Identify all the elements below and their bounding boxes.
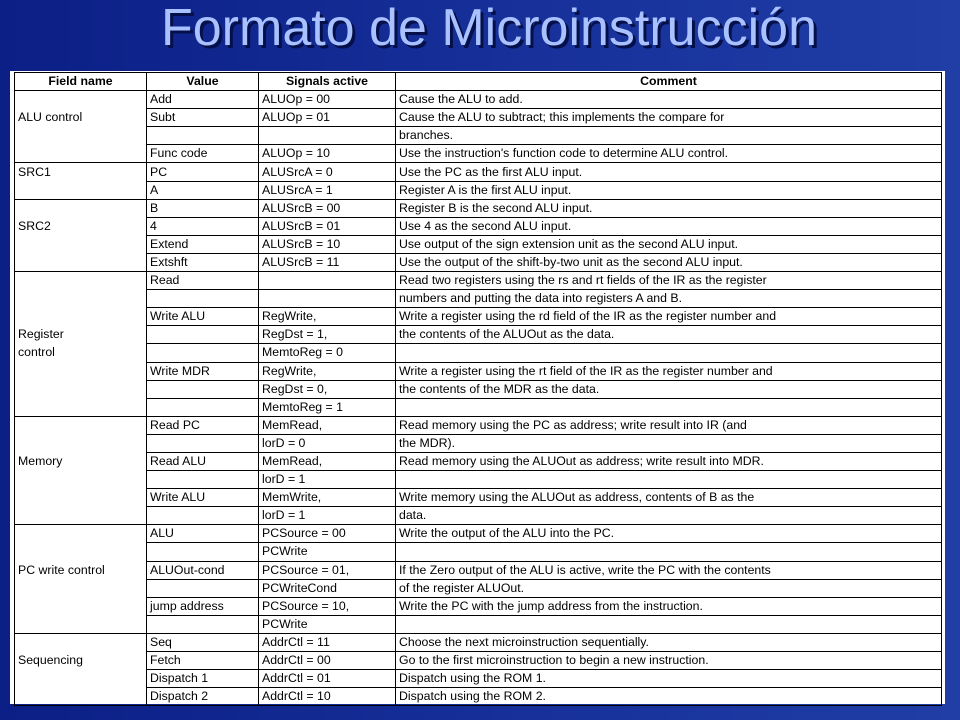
table-row [15,507,942,525]
signals-cell: lorD = 1 [259,507,396,525]
value-cell: Func code [147,145,259,163]
field-name-cell [15,688,147,706]
comment-cell: Write the PC with the jump address from the instruction. [396,597,942,615]
signals-cell: RegWrite, [259,308,396,326]
field-name-cell: PC write control [15,561,147,579]
table-row [15,127,942,145]
value-cell: jump address [147,597,259,615]
value-cell: Read [147,272,259,290]
value-cell [147,579,259,597]
table-row [15,633,942,651]
comment-cell: If the Zero output of the ALU is active, write the PC with the contents [396,561,942,579]
comment-cell: Write a register using the rt field of the IR as the register number and [396,362,942,380]
table-row [15,543,942,561]
signals-cell: AddrCtl = 11 [259,633,396,651]
value-cell: ALUOut-cond [147,561,259,579]
value-cell [147,615,259,633]
comment-cell: Choose the next microinstruction sequentially. [396,633,942,651]
slide-title: Formato de Microinstrucción [161,0,817,57]
value-cell: Read ALU [147,452,259,470]
header-field-name: Field name [15,73,147,91]
signals-cell: MemtoReg = 1 [259,398,396,416]
table-row [15,217,942,235]
table-row [15,290,942,308]
value-cell [147,543,259,561]
signals-cell: ALUSrcB = 00 [259,199,396,217]
table-row [15,344,942,362]
value-cell: Seq [147,633,259,651]
table-row [15,235,942,253]
table-body [15,91,942,706]
comment-cell [396,615,942,633]
field-name-cell [15,91,147,109]
field-name-cell: Sequencing [15,652,147,670]
table-row [15,272,942,290]
field-name-cell [15,489,147,507]
comment-cell: Write a register using the rd field of the IR as the register number and [396,308,942,326]
field-name-cell [15,525,147,543]
signals-cell: ALUOp = 00 [259,91,396,109]
table-row [15,253,942,271]
signals-cell: ALUOp = 01 [259,109,396,127]
field-name-cell: SRC2 [15,217,147,235]
signals-cell: PCWrite [259,543,396,561]
signals-cell: PCSource = 01, [259,561,396,579]
value-cell: Extend [147,235,259,253]
signals-cell: PCWrite [259,615,396,633]
signals-cell: ALUSrcA = 0 [259,163,396,181]
comment-cell: of the register ALUOut. [396,579,942,597]
field-name-cell [15,507,147,525]
field-name-cell [15,272,147,290]
table-row [15,380,942,398]
field-name-cell: Memory [15,452,147,470]
header-row [15,73,942,91]
comment-cell: the contents of the MDR as the data. [396,380,942,398]
value-cell [147,507,259,525]
comment-cell: the MDR). [396,434,942,452]
table-row [15,163,942,181]
signals-cell: ALUOp = 10 [259,145,396,163]
signals-cell [259,127,396,145]
field-name-cell [15,670,147,688]
table-row [15,452,942,470]
signals-cell: RegDst = 1, [259,326,396,344]
signals-cell: PCSource = 10, [259,597,396,615]
value-cell: Subt [147,109,259,127]
signals-cell: ALUSrcA = 1 [259,181,396,199]
signals-cell: AddrCtl = 01 [259,670,396,688]
value-cell [147,344,259,362]
signals-cell: RegWrite, [259,362,396,380]
field-name-cell [15,199,147,217]
field-name-cell [15,145,147,163]
spreadsheet-area [10,71,945,704]
signals-cell: PCWriteCond [259,579,396,597]
comment-cell: Register B is the second ALU input. [396,199,942,217]
signals-cell [259,290,396,308]
value-cell: Dispatch 1 [147,670,259,688]
field-name-cell [15,127,147,145]
value-cell: A [147,181,259,199]
comment-cell: Go to the first microinstruction to begin a new instruction. [396,652,942,670]
signals-cell: lorD = 1 [259,471,396,489]
comment-cell: numbers and putting the data into registers A and B. [396,290,942,308]
comment-cell: Use the output of the shift-by-two unit as the second ALU input. [396,253,942,271]
comment-cell [396,344,942,362]
header-value: Value [147,73,259,91]
comment-cell: Use 4 as the second ALU input. [396,217,942,235]
signals-cell: RegDst = 0, [259,380,396,398]
signals-cell: ALUSrcB = 10 [259,235,396,253]
signals-cell: AddrCtl = 00 [259,652,396,670]
signals-cell: ALUSrcB = 01 [259,217,396,235]
table-row [15,434,942,452]
field-name-cell [15,471,147,489]
comment-cell: Read memory using the ALUOut as address; write result into MDR. [396,452,942,470]
table-row [15,145,942,163]
field-name-cell [15,290,147,308]
signals-cell: ALUSrcB = 11 [259,253,396,271]
field-name-cell: Register [15,326,147,344]
comment-cell: Use the PC as the first ALU input. [396,163,942,181]
field-name-cell [15,416,147,434]
table-row [15,91,942,109]
comment-cell: branches. [396,127,942,145]
table-row [15,181,942,199]
table-row [15,109,942,127]
comment-cell [396,543,942,561]
field-name-cell [15,398,147,416]
table-row [15,199,942,217]
signals-cell: PCSource = 00 [259,525,396,543]
microinstruction-table [14,72,942,706]
field-name-cell [15,597,147,615]
comment-cell [396,398,942,416]
field-name-cell [15,181,147,199]
signals-cell: lorD = 0 [259,434,396,452]
value-cell: Dispatch 2 [147,688,259,706]
field-name-cell: control [15,344,147,362]
table-row [15,597,942,615]
comment-cell: Read two registers using the rs and rt fields of the IR as the register [396,272,942,290]
field-name-cell [15,362,147,380]
field-name-cell [15,434,147,452]
table-row [15,308,942,326]
signals-cell: MemtoReg = 0 [259,344,396,362]
table-row [15,362,942,380]
field-name-cell [15,235,147,253]
value-cell [147,471,259,489]
value-cell: Read PC [147,416,259,434]
header-comment: Comment [396,73,942,91]
table-row [15,688,942,706]
field-name-cell [15,308,147,326]
value-cell: Write ALU [147,308,259,326]
comment-cell: Dispatch using the ROM 1. [396,670,942,688]
field-name-cell: SRC1 [15,163,147,181]
table-row [15,326,942,344]
value-cell [147,398,259,416]
field-name-cell [15,543,147,561]
field-name-cell [15,615,147,633]
comment-cell: data. [396,507,942,525]
comment-cell: Use output of the sign extension unit as the second ALU input. [396,235,942,253]
value-cell: Extshft [147,253,259,271]
comment-cell: Cause the ALU to add. [396,91,942,109]
value-cell: Write MDR [147,362,259,380]
value-cell: PC [147,163,259,181]
field-name-cell: ALU control [15,109,147,127]
field-name-cell [15,380,147,398]
signals-cell: MemRead, [259,452,396,470]
comment-cell: Write the output of the ALU into the PC. [396,525,942,543]
comment-cell: Dispatch using the ROM 2. [396,688,942,706]
value-cell: ALU [147,525,259,543]
table-row [15,525,942,543]
value-cell [147,326,259,344]
signals-cell: AddrCtl = 10 [259,688,396,706]
field-name-cell [15,579,147,597]
table-row [15,489,942,507]
field-name-cell [15,633,147,651]
value-cell [147,290,259,308]
field-name-cell [15,253,147,271]
value-cell: Fetch [147,652,259,670]
value-cell: 4 [147,217,259,235]
table-row [15,416,942,434]
value-cell [147,380,259,398]
comment-cell: the contents of the ALUOut as the data. [396,326,942,344]
table-row [15,398,942,416]
table-row [15,471,942,489]
signals-cell [259,272,396,290]
value-cell: B [147,199,259,217]
signals-cell: MemRead, [259,416,396,434]
table-row [15,670,942,688]
comment-cell [396,471,942,489]
comment-cell: Read memory using the PC as address; write result into IR (and [396,416,942,434]
table-row [15,615,942,633]
table-row [15,652,942,670]
comment-cell: Write memory using the ALUOut as address, contents of B as the [396,489,942,507]
header-signals-active: Signals active [259,73,396,91]
value-cell [147,434,259,452]
comment-cell: Register A is the first ALU input. [396,181,942,199]
value-cell [147,127,259,145]
table-row [15,561,942,579]
table-row [15,579,942,597]
comment-cell: Use the instruction's function code to determine ALU control. [396,145,942,163]
signals-cell: MemWrite, [259,489,396,507]
value-cell: Write ALU [147,489,259,507]
value-cell: Add [147,91,259,109]
comment-cell: Cause the ALU to subtract; this implements the compare for [396,109,942,127]
